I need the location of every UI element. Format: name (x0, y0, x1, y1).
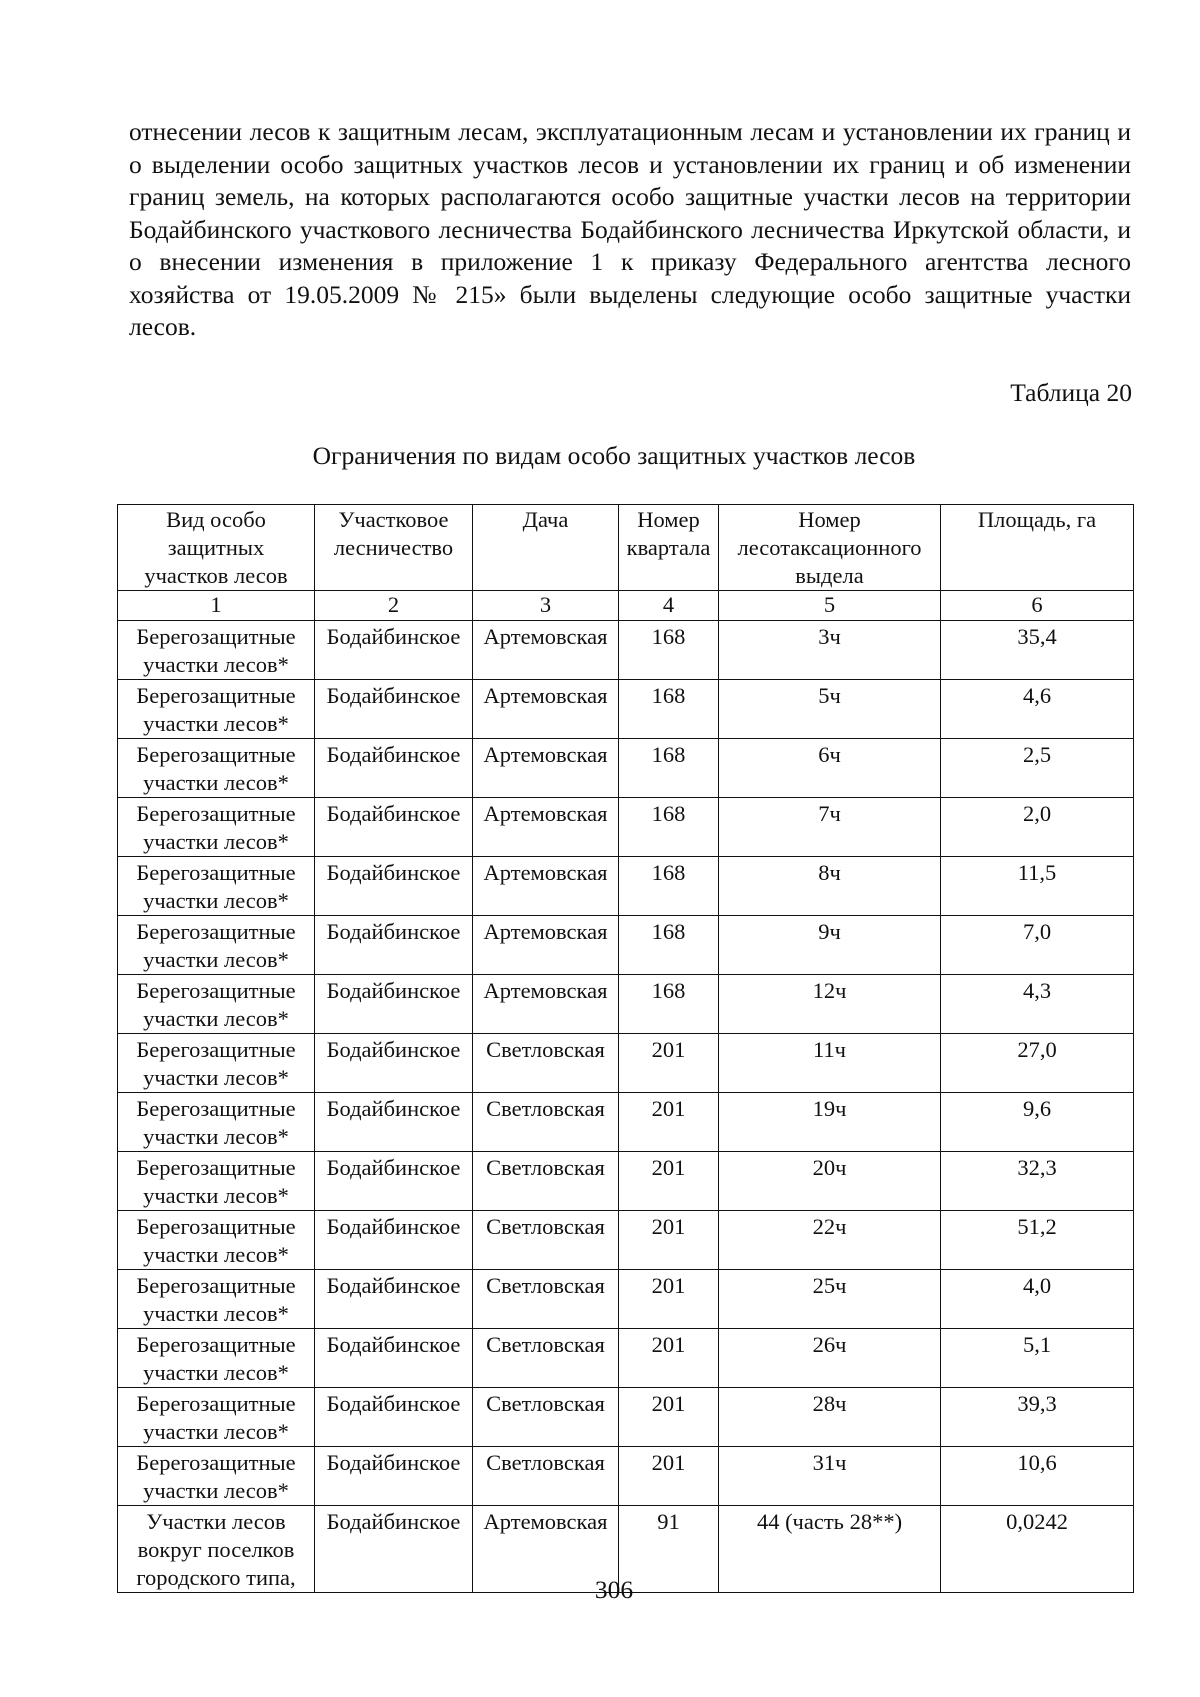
header-cell: Вид особо защитных участков лесов (118, 505, 315, 591)
table-cell: Светловская (473, 1152, 619, 1211)
table-cell: Бодайбинское (315, 1506, 473, 1593)
table-cell: Участки лесов вокруг поселков городского типа, (118, 1506, 315, 1593)
table-cell: 31ч (719, 1447, 941, 1506)
table-cell: 168 (619, 621, 719, 680)
body-paragraph: отнесении лесов к защитным лесам, эксплуатационным лесам и установлении их границ и о выделении особо защитных участков лесов и установлении их границ и об изменении границ земель, на которых располагаются особо защитные участки лесов на территории Бодайбинского участкового лесничества Бодайбинского лесничества Иркутской области, и о внесении изменения в приложение 1 к приказу Федерального агентства лесного хозяйства от 19.05.2009 № 215» были выделены следующие особо защитные участки лесов. (129, 117, 1131, 341)
column-number-cell: 3 (473, 591, 619, 621)
table-row (118, 1152, 1134, 1211)
table-cell: 5,1 (941, 1329, 1134, 1388)
table-cell: Артемовская (473, 857, 619, 916)
table-cell: Берегозащитные участки лесов* (118, 680, 315, 739)
table-cell: 201 (619, 1034, 719, 1093)
table-title: Ограничения по видам особо защитных участков лесов (312, 441, 916, 470)
table-cell: Бодайбинское (315, 975, 473, 1034)
table-cell: Бодайбинское (315, 621, 473, 680)
table-cell: Светловская (473, 1270, 619, 1329)
table-cell: 35,4 (941, 621, 1134, 680)
table-cell: Берегозащитные участки лесов* (118, 1152, 315, 1211)
table-cell: 39,3 (941, 1388, 1134, 1447)
table-row (118, 621, 1134, 680)
table-cell: 32,3 (941, 1152, 1134, 1211)
column-number-cell: 4 (619, 591, 719, 621)
table-cell: Бодайбинское (315, 1152, 473, 1211)
table-cell: Бодайбинское (315, 1270, 473, 1329)
table-cell: 51,2 (941, 1211, 1134, 1270)
table-cell: 168 (619, 680, 719, 739)
table-cell: Светловская (473, 1329, 619, 1388)
table-cell: 168 (619, 975, 719, 1034)
table-row (118, 916, 1134, 975)
table-cell: 44 (часть 28**) (719, 1506, 941, 1593)
table-cell: Берегозащитные участки лесов* (118, 1270, 315, 1329)
table-row (118, 1447, 1134, 1506)
table-cell: 3ч (719, 621, 941, 680)
table-row (118, 680, 1134, 739)
table-cell: 5ч (719, 680, 941, 739)
table-number-label: Таблица 20 (1010, 378, 1132, 407)
table-row (118, 1034, 1134, 1093)
table-cell: 9,6 (941, 1093, 1134, 1152)
table-cell: Светловская (473, 1388, 619, 1447)
header-cell: Участковое лесничество (315, 505, 473, 591)
table-cell: 4,0 (941, 1270, 1134, 1329)
table-cell: Берегозащитные участки лесов* (118, 798, 315, 857)
table-cell: 201 (619, 1388, 719, 1447)
column-number-cell: 6 (941, 591, 1134, 621)
table-cell: Берегозащитные участки лесов* (118, 916, 315, 975)
table-row (118, 1270, 1134, 1329)
table-cell: Бодайбинское (315, 1329, 473, 1388)
table-cell: 7ч (719, 798, 941, 857)
table-cell: Берегозащитные участки лесов* (118, 1093, 315, 1152)
column-number-row (118, 591, 1134, 621)
table-cell: Бодайбинское (315, 1093, 473, 1152)
table-cell: Светловская (473, 1211, 619, 1270)
table-cell: 10,6 (941, 1447, 1134, 1506)
table-cell: 0,0242 (941, 1506, 1134, 1593)
table-cell: 6ч (719, 739, 941, 798)
column-number-cell: 5 (719, 591, 941, 621)
table-cell: 22ч (719, 1211, 941, 1270)
table-cell: 201 (619, 1329, 719, 1388)
table-cell: Берегозащитные участки лесов* (118, 1388, 315, 1447)
table-cell: Светловская (473, 1034, 619, 1093)
table-cell: Берегозащитные участки лесов* (118, 1329, 315, 1388)
table-row (118, 798, 1134, 857)
table-cell: 168 (619, 916, 719, 975)
table-cell: Берегозащитные участки лесов* (118, 739, 315, 798)
table-cell: 201 (619, 1270, 719, 1329)
table-cell: Светловская (473, 1447, 619, 1506)
table-cell: Бодайбинское (315, 1447, 473, 1506)
table-cell: 91 (619, 1506, 719, 1593)
table-row (118, 1329, 1134, 1388)
column-number-cell: 1 (118, 591, 315, 621)
table-row (118, 975, 1134, 1034)
table-cell: 168 (619, 857, 719, 916)
table-cell: 9ч (719, 916, 941, 975)
table-cell: Артемовская (473, 680, 619, 739)
table-cell: Берегозащитные участки лесов* (118, 1211, 315, 1270)
table-cell: Бодайбинское (315, 1211, 473, 1270)
table-row (118, 857, 1134, 916)
table-cell: 7,0 (941, 916, 1134, 975)
table-cell: 2,5 (941, 739, 1134, 798)
table-cell: Бодайбинское (315, 798, 473, 857)
table-cell: Артемовская (473, 1506, 619, 1593)
table-cell: Артемовская (473, 739, 619, 798)
table-cell: Берегозащитные участки лесов* (118, 975, 315, 1034)
header-cell: Дача (473, 505, 619, 591)
table-cell: Берегозащитные участки лесов* (118, 857, 315, 916)
table-cell: 2,0 (941, 798, 1134, 857)
table-cell: 201 (619, 1152, 719, 1211)
table-cell: 168 (619, 798, 719, 857)
header-row (118, 505, 1134, 591)
table-row (118, 1211, 1134, 1270)
table-cell: 19ч (719, 1093, 941, 1152)
table-cell: 201 (619, 1211, 719, 1270)
table-header (118, 505, 1134, 621)
table-row (118, 1388, 1134, 1447)
header-cell: Номер лесотаксационного выдела (719, 505, 941, 591)
table-cell: Светловская (473, 1093, 619, 1152)
table-cell: Бодайбинское (315, 916, 473, 975)
table-cell: Бодайбинское (315, 857, 473, 916)
table-cell: 20ч (719, 1152, 941, 1211)
table-body (118, 621, 1134, 1593)
table-cell: Артемовская (473, 621, 619, 680)
table-cell: 11ч (719, 1034, 941, 1093)
table-cell: 168 (619, 739, 719, 798)
table-row (118, 1093, 1134, 1152)
table-cell: Бодайбинское (315, 680, 473, 739)
table-cell: 201 (619, 1093, 719, 1152)
table-cell: Бодайбинское (315, 1034, 473, 1093)
table-cell: Бодайбинское (315, 739, 473, 798)
table-cell: 28ч (719, 1388, 941, 1447)
table-cell: Берегозащитные участки лесов* (118, 1034, 315, 1093)
table-cell: 26ч (719, 1329, 941, 1388)
page-number: 306 (594, 1575, 634, 1604)
restrictions-table (117, 504, 1134, 1593)
table-cell: 4,6 (941, 680, 1134, 739)
table-cell: 27,0 (941, 1034, 1134, 1093)
table-cell: Берегозащитные участки лесов* (118, 1447, 315, 1506)
table-cell: 25ч (719, 1270, 941, 1329)
table-cell: 12ч (719, 975, 941, 1034)
table-cell: Артемовская (473, 916, 619, 975)
header-cell: Площадь, га (941, 505, 1134, 591)
header-cell: Номер квартала (619, 505, 719, 591)
table-cell: Артемовская (473, 975, 619, 1034)
column-number-cell: 2 (315, 591, 473, 621)
table-cell: Берегозащитные участки лесов* (118, 621, 315, 680)
table-cell: Бодайбинское (315, 1388, 473, 1447)
table-cell: Артемовская (473, 798, 619, 857)
table-cell: 8ч (719, 857, 941, 916)
table-cell: 11,5 (941, 857, 1134, 916)
table-cell: 4,3 (941, 975, 1134, 1034)
table-cell: 201 (619, 1447, 719, 1506)
table-row (118, 739, 1134, 798)
